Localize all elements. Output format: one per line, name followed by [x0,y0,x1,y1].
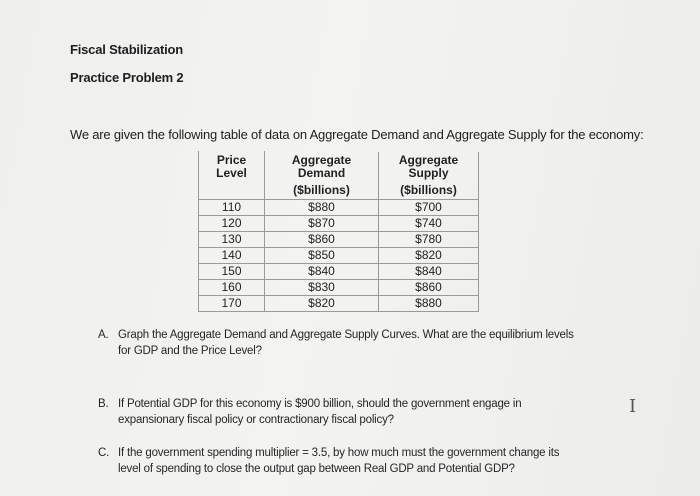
ad-cell: $850 [265,247,379,263]
header-aggregate-demand: Aggregate Demand [265,152,379,182]
as-cell: $860 [379,279,479,295]
header-ad-units: ($billions) [265,182,379,200]
table-row [199,295,479,311]
as-cell: $880 [379,295,479,311]
as-cell: $840 [379,263,479,279]
table-row [199,263,479,279]
question-label: B. [98,398,109,410]
ad-cell: $840 [265,263,379,279]
as-cell: $740 [379,215,479,231]
price-cell: 140 [199,247,265,263]
price-cell: 130 [199,231,265,247]
header-price-level: Price Level [199,152,265,200]
page-title: Fiscal Stabilization [70,42,184,57]
table-row [199,247,479,263]
question-text-line2: expansionary fiscal policy or contractionary fiscal policy? [118,414,394,426]
question-text-line1: If the government spending multiplier = 3.5, by how much must the government change its [118,447,560,459]
question-label: C. [98,447,110,459]
table-row [199,199,479,215]
page-subtitle: Practice Problem 2 [70,70,184,85]
price-cell: 150 [199,263,265,279]
ad-cell: $830 [265,279,379,295]
table-header-row [199,152,479,182]
price-cell: 120 [199,215,265,231]
question-text-line2: for GDP and the Price Level? [118,345,262,357]
ad-cell: $820 [265,295,379,311]
table-row [199,231,479,247]
header-aggregate-supply: Aggregate Supply [379,152,479,182]
price-cell: 170 [199,295,265,311]
question-label: A. [98,329,109,341]
as-cell: $700 [379,199,479,215]
table-row [199,215,479,231]
header-as-units: ($billions) [379,182,479,200]
as-cell: $820 [379,247,479,263]
ad-cell: $880 [265,199,379,215]
intro-paragraph: We are given the following table of data on Aggregate Demand and Aggregate Supply for the economy: [70,127,644,142]
text-cursor-icon: I [629,396,637,417]
price-cell: 160 [199,279,265,295]
price-cell: 110 [199,199,265,215]
question-text-line1: Graph the Aggregate Demand and Aggregate Supply Curves. What are the equilibrium levels [118,329,574,341]
ad-cell: $860 [265,231,379,247]
ad-cell: $870 [265,215,379,231]
question-text-line1: If Potential GDP for this economy is $900 billion, should the government engage in [118,398,522,410]
ad-as-table [198,151,479,312]
as-cell: $780 [379,231,479,247]
table-row [199,279,479,295]
question-text-line2: level of spending to close the output gap between Real GDP and Potential GDP? [118,463,515,475]
